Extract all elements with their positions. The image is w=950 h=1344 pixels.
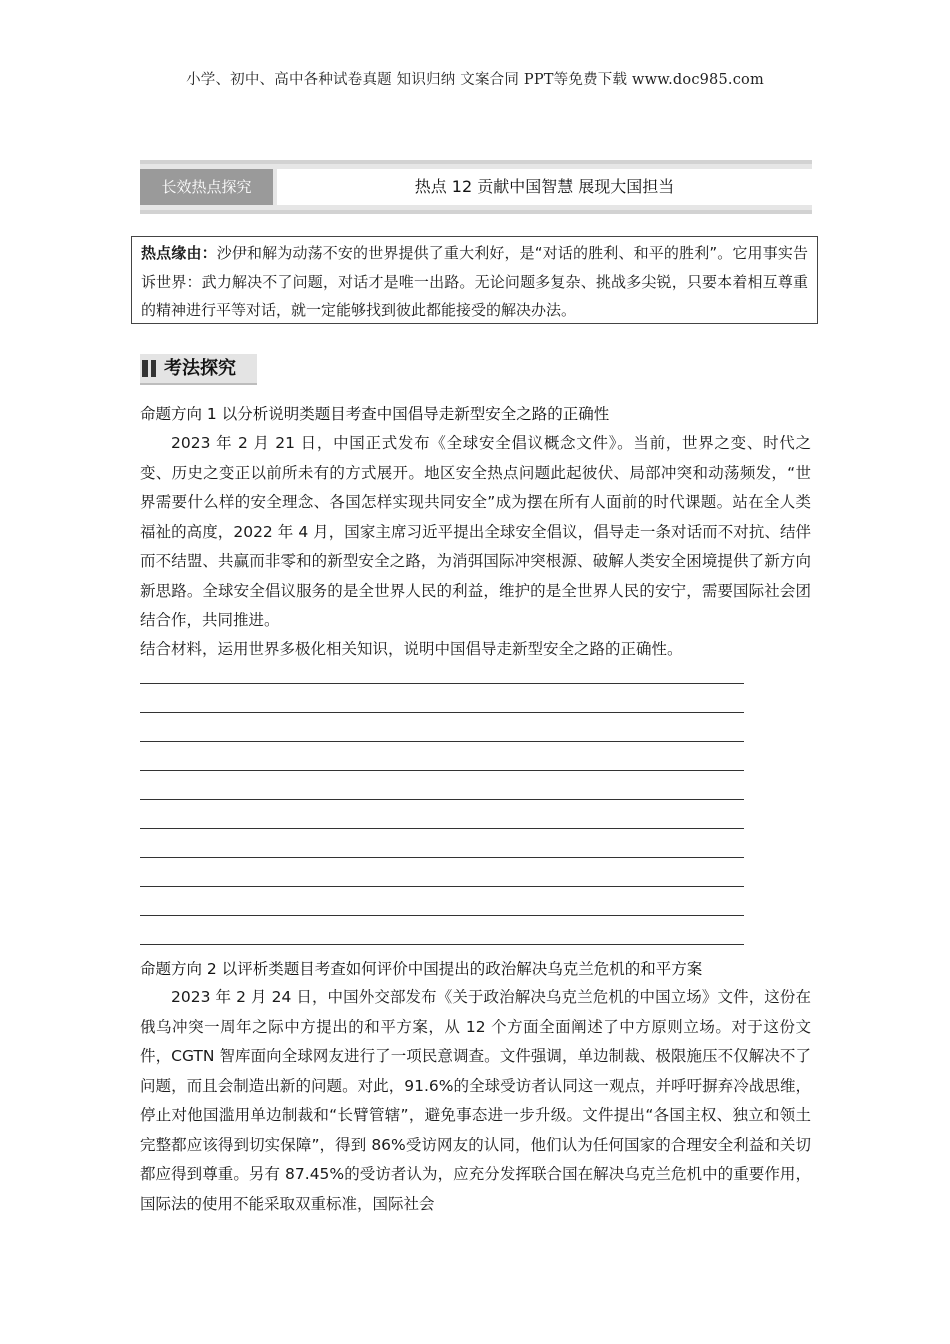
- answer-line: [140, 712, 744, 713]
- banner-tag: 长效热点探究: [140, 169, 273, 205]
- section-marker-icon: [142, 360, 156, 377]
- reason-text: 沙伊和解为动荡不安的世界提供了重大利好，是“对话的胜利、和平的胜利”。它用事实告诉世界：武力解决不了问题，对话才是唯一出路。无论问题多复杂、挑战多尖锐，只要本着相互尊重的精神进行平等对话，就一定能够找到彼此都能接受的解决办法。: [141, 244, 808, 319]
- section-heading: [140, 354, 257, 385]
- direction2-paragraph: 2023 年 2 月 24 日，中国外交部发布《关于政治解决乌克兰危机的中国立场》文件，这份在俄乌冲突一周年之际中方提出的和平方案，从 12 个方面全面阐述了中方原则立场。对于这份文件，CGTN 智库面向全球网友进行了一项民意调查。文件强调，单边制裁、极限施压不仅解决不了问题，而且会制造出新的问题。对此，91.6%的全球受访者认同这一观点，并呼吁摒弃冷战思维，停止对他国滥用单边制裁和“长臂管辖”，避免事态进一步升级。文件提出“各国主权、独立和领土完整都应该得到切实保障”，得到 86%受访网友的认同，他们认为任何国家的合理安全利益和关切都应得到尊重。另有 87.45%的受访者认为，应充分发挥联合国在解决乌克兰危机中的重要作用，国际法的使用不能采取双重标准，国际社会: [140, 988, 811, 1213]
- header-note: 小学、初中、高中各种试卷真题 知识归纳 文案合同 PPT等免费下载 www.doc985.com: [186, 72, 764, 88]
- answer-line: [140, 944, 744, 945]
- answer-line: [140, 915, 744, 916]
- direction1-material: [140, 429, 811, 636]
- banner-title: 热点 12 贡献中国智慧 展现大国担当: [277, 169, 812, 205]
- hotspot-reason-box: [131, 236, 818, 324]
- section-title: 考法探究: [164, 358, 236, 379]
- banner-stripe-bottom: [140, 210, 812, 214]
- banner-stripe-top: [140, 160, 812, 164]
- answer-line: [140, 683, 744, 684]
- answer-line: [140, 886, 744, 887]
- answer-line: [140, 828, 744, 829]
- direction2-material: [140, 983, 811, 1219]
- direction1-task: 结合材料，运用世界多极化相关知识，说明中国倡导走新型安全之路的正确性。: [140, 640, 683, 658]
- answer-line: [140, 857, 744, 858]
- reason-label: 热点缘由：: [141, 244, 217, 262]
- answer-line: [140, 799, 744, 800]
- topic-banner: [140, 160, 812, 214]
- direction1-paragraph: 2023 年 2 月 21 日，中国正式发布《全球安全倡议概念文件》。当前，世界之变、时代之变、历史之变正以前所未有的方式展开。地区安全热点问题此起彼伏、局部冲突和动荡频发，“世界需要什么样的安全理念、各国怎样实现共同安全”成为摆在所有人面前的时代课题。站在全人类福祉的高度，2022 年 4 月，国家主席习近平提出全球安全倡议，倡导走一条对话而不对抗、结伴而不结盟、共赢而非零和的新型安全之路，为消弭国际冲突根源、破解人类安全困境提供了新方向新思路。全球安全倡议服务的是全世界人民的利益，维护的是全世界人民的安宁，需要国际社会团结合作，共同推进。: [140, 434, 811, 629]
- direction2-title: 命题方向 2 以评析类题目考查如何评价中国提出的政治解决乌克兰危机的和平方案: [140, 960, 703, 978]
- answer-line: [140, 741, 744, 742]
- direction1-title: 命题方向 1 以分析说明类题目考查中国倡导走新型安全之路的正确性: [140, 405, 610, 423]
- answer-line: [140, 770, 744, 771]
